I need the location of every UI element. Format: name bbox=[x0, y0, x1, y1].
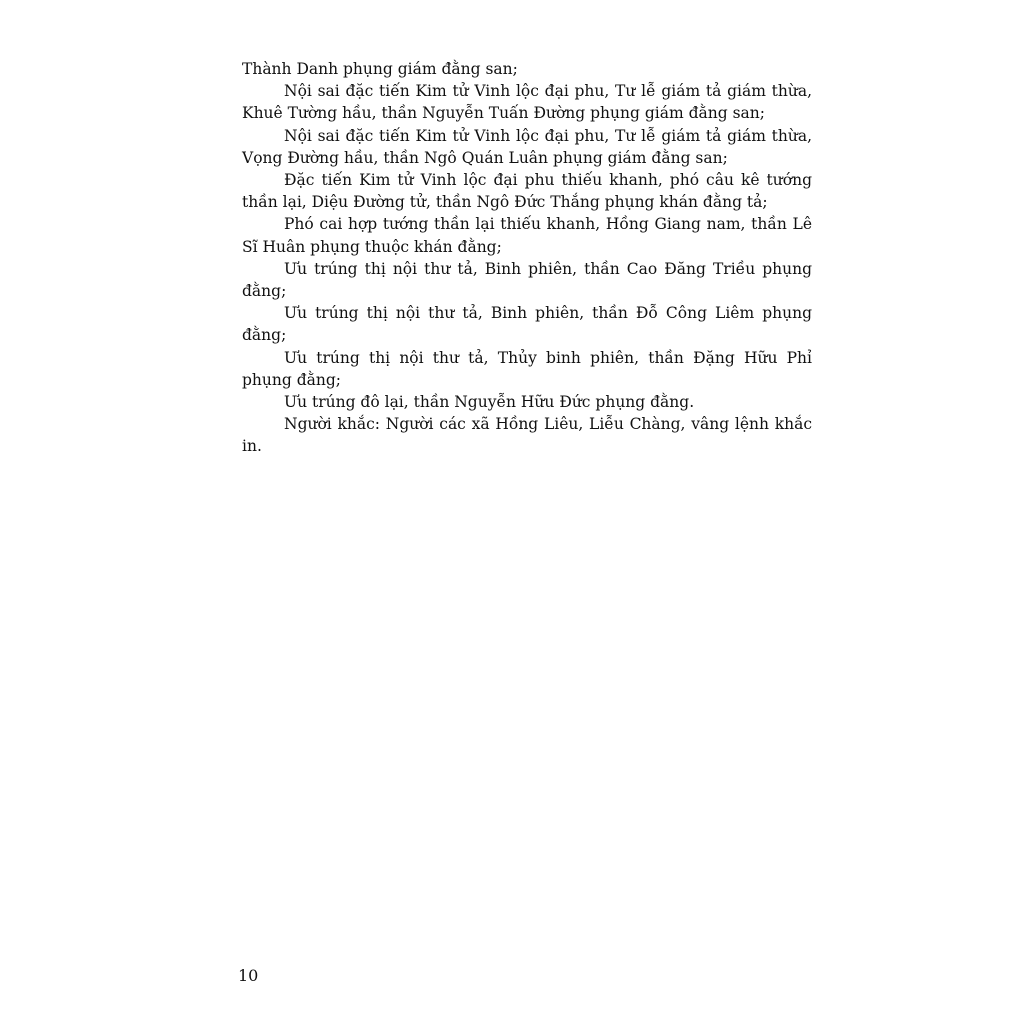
paragraph: Ưu trúng thị nội thư tả, Binh phiên, thần Cao Đăng Triều phụng đằng; bbox=[242, 259, 812, 301]
paragraph: Phó cai hợp tướng thần lại thiếu khanh, Hồng Giang nam, thần Lê Sĩ Huân phụng thuộc khán đằng; bbox=[242, 215, 812, 256]
paragraph: Ưu trúng thị nội thư tả, Thủy binh phiên, thần Đặng Hữu Phỉ phụng đằng; bbox=[242, 348, 812, 389]
body-text bbox=[242, 58, 812, 458]
paragraph: Đặc tiến Kim tử Vinh lộc đại phu thiếu khanh, phó câu kê tướng thần lại, Diệu Đường tử, thần Ngô Đức Thắng phụng khán đằng tả; bbox=[242, 171, 812, 212]
paragraph: Ưu trúng đô lại, thần Nguyễn Hữu Đức phụng đằng. bbox=[284, 393, 695, 412]
page-number: 10 bbox=[238, 966, 259, 985]
paragraph: Nội sai đặc tiến Kim tử Vinh lộc đại phu, Tư lễ giám tả giám thừa, Khuê Tường hầu, thần Nguyễn Tuấn Đường phụng giám đằng san; bbox=[242, 82, 812, 123]
paragraph: Nội sai đặc tiến Kim tử Vinh lộc đại phu, Tư lễ giám tả giám thừa, Vọng Đường hầu, thần Ngô Quán Luân phụng giám đằng san; bbox=[242, 126, 812, 167]
paragraph: Ưu trúng thị nội thư tả, Binh phiên, thần Đỗ Công Liêm phụng đằng; bbox=[242, 304, 812, 345]
paragraph: Thành Danh phụng giám đằng san; bbox=[242, 60, 518, 78]
paragraph: Người khắc: Người các xã Hồng Liêu, Liễu Chàng, vâng lệnh khắc in. bbox=[242, 415, 812, 456]
